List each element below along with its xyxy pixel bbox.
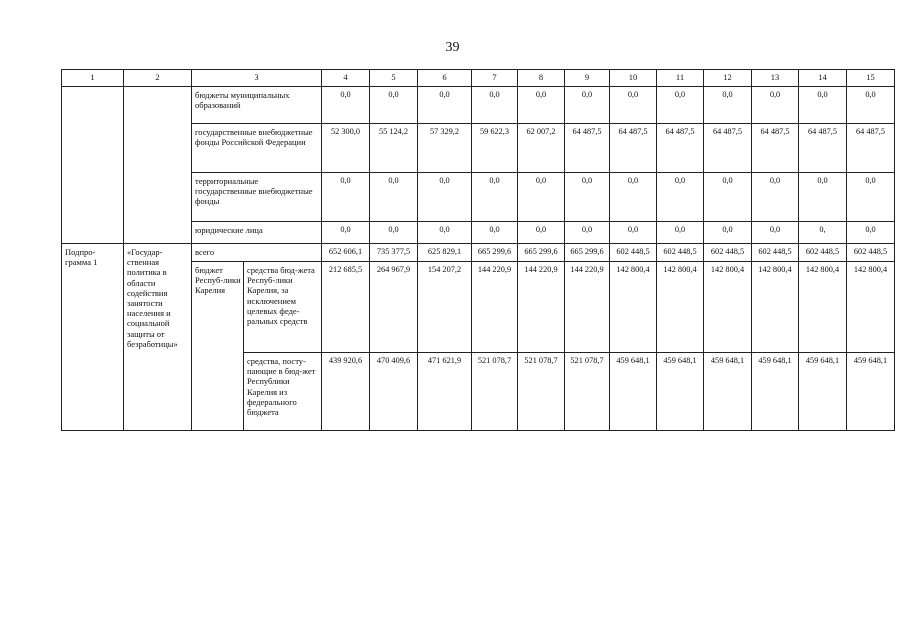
value-cell: 144 220,9 bbox=[518, 262, 565, 353]
value-cell: 62 007,2 bbox=[518, 124, 565, 173]
value-cell: 459 648,1 bbox=[799, 353, 847, 431]
value-cell: 64 487,5 bbox=[704, 124, 752, 173]
value-cell: 0,0 bbox=[370, 222, 418, 244]
value-cell: 459 648,1 bbox=[752, 353, 799, 431]
value-cell: 52 300,0 bbox=[322, 124, 370, 173]
value-cell: 459 648,1 bbox=[657, 353, 704, 431]
value-cell: 154 207,2 bbox=[418, 262, 472, 353]
value-cell: 0,0 bbox=[704, 222, 752, 244]
header-cell: 2 bbox=[124, 70, 192, 87]
value-cell: 0,0 bbox=[418, 87, 472, 124]
value-cell: 0,0 bbox=[657, 173, 704, 222]
value-cell: 64 487,5 bbox=[752, 124, 799, 173]
value-cell: 142 800,4 bbox=[752, 262, 799, 353]
table-row bbox=[62, 244, 895, 262]
value-cell: 0, bbox=[799, 222, 847, 244]
value-cell: 459 648,1 bbox=[610, 353, 657, 431]
value-cell: 144 220,9 bbox=[565, 262, 610, 353]
value-cell: 0,0 bbox=[657, 87, 704, 124]
value-cell: 0,0 bbox=[418, 222, 472, 244]
value-cell: 0,0 bbox=[752, 173, 799, 222]
value-cell: 264 967,9 bbox=[370, 262, 418, 353]
value-cell: 459 648,1 bbox=[704, 353, 752, 431]
value-cell: 142 800,4 bbox=[799, 262, 847, 353]
value-cell: 0,0 bbox=[370, 87, 418, 124]
row-label: средства, посту-пающие в бюд-жет Республики Карелия из федерального бюджета bbox=[244, 353, 322, 431]
row-label: территориальные государственные внебюджетные фонды bbox=[192, 173, 322, 222]
value-cell: 602 448,5 bbox=[752, 244, 799, 262]
value-cell: 64 487,5 bbox=[847, 124, 895, 173]
value-cell: 0,0 bbox=[752, 87, 799, 124]
value-cell: 64 487,5 bbox=[657, 124, 704, 173]
header-cell: 7 bbox=[472, 70, 518, 87]
value-cell: 0,0 bbox=[472, 173, 518, 222]
value-cell: 625 829,1 bbox=[418, 244, 472, 262]
value-cell: 0,0 bbox=[847, 173, 895, 222]
value-cell: 459 648,1 bbox=[847, 353, 895, 431]
header-cell: 14 bbox=[799, 70, 847, 87]
value-cell: 64 487,5 bbox=[565, 124, 610, 173]
table-row bbox=[62, 87, 895, 124]
value-cell: 59 622,3 bbox=[472, 124, 518, 173]
value-cell: 0,0 bbox=[847, 222, 895, 244]
value-cell: 142 800,4 bbox=[704, 262, 752, 353]
empty-cell bbox=[124, 87, 192, 244]
value-cell: 144 220,9 bbox=[472, 262, 518, 353]
value-cell: 0,0 bbox=[472, 87, 518, 124]
header-cell: 15 bbox=[847, 70, 895, 87]
row-label: государственные внебюджетные фонды Российской Федерации bbox=[192, 124, 322, 173]
value-cell: 665 299,6 bbox=[518, 244, 565, 262]
total-label: всего bbox=[192, 244, 322, 262]
value-cell: 0,0 bbox=[610, 87, 657, 124]
value-cell: 0,0 bbox=[472, 222, 518, 244]
header-row bbox=[62, 70, 895, 87]
value-cell: 0,0 bbox=[799, 87, 847, 124]
budget-label: бюджет Респуб-лики Карелия bbox=[192, 262, 244, 431]
header-cell: 5 bbox=[370, 70, 418, 87]
header-cell: 12 bbox=[704, 70, 752, 87]
value-cell: 439 920,6 bbox=[322, 353, 370, 431]
value-cell: 0,0 bbox=[565, 87, 610, 124]
value-cell: 470 409,6 bbox=[370, 353, 418, 431]
header-cell: 9 bbox=[565, 70, 610, 87]
value-cell: 0,0 bbox=[847, 87, 895, 124]
header-cell: 4 bbox=[322, 70, 370, 87]
header-cell: 13 bbox=[752, 70, 799, 87]
value-cell: 0,0 bbox=[657, 222, 704, 244]
value-cell: 0,0 bbox=[370, 173, 418, 222]
header-cell: 8 bbox=[518, 70, 565, 87]
value-cell: 0,0 bbox=[610, 222, 657, 244]
header-cell: 1 bbox=[62, 70, 124, 87]
value-cell: 602 448,5 bbox=[610, 244, 657, 262]
value-cell: 142 800,4 bbox=[610, 262, 657, 353]
value-cell: 602 448,5 bbox=[799, 244, 847, 262]
value-cell: 57 329,2 bbox=[418, 124, 472, 173]
value-cell: 0,0 bbox=[565, 222, 610, 244]
value-cell: 142 800,4 bbox=[847, 262, 895, 353]
header-cell: 3 bbox=[192, 70, 322, 87]
value-cell: 64 487,5 bbox=[799, 124, 847, 173]
value-cell: 64 487,5 bbox=[610, 124, 657, 173]
row-label: юридические лица bbox=[192, 222, 322, 244]
value-cell: 521 078,7 bbox=[472, 353, 518, 431]
value-cell: 735 377,5 bbox=[370, 244, 418, 262]
value-cell: 521 078,7 bbox=[518, 353, 565, 431]
value-cell: 0,0 bbox=[704, 87, 752, 124]
value-cell: 0,0 bbox=[322, 222, 370, 244]
header-cell: 6 bbox=[418, 70, 472, 87]
value-cell: 0,0 bbox=[565, 173, 610, 222]
value-cell: 0,0 bbox=[322, 87, 370, 124]
value-cell: 602 448,5 bbox=[704, 244, 752, 262]
value-cell: 0,0 bbox=[610, 173, 657, 222]
value-cell: 0,0 bbox=[518, 173, 565, 222]
value-cell: 0,0 bbox=[799, 173, 847, 222]
value-cell: 0,0 bbox=[518, 222, 565, 244]
header-cell: 11 bbox=[657, 70, 704, 87]
value-cell: 471 621,9 bbox=[418, 353, 472, 431]
row-label: бюджеты муниципальных образований bbox=[192, 87, 322, 124]
value-cell: 0,0 bbox=[322, 173, 370, 222]
value-cell: 212 685,5 bbox=[322, 262, 370, 353]
value-cell: 665 299,6 bbox=[565, 244, 610, 262]
value-cell: 0,0 bbox=[704, 173, 752, 222]
value-cell: 652 606,1 bbox=[322, 244, 370, 262]
value-cell: 0,0 bbox=[418, 173, 472, 222]
value-cell: 602 448,5 bbox=[847, 244, 895, 262]
budget-table bbox=[61, 69, 895, 431]
subprogram-title: «Государ-ственная политика в области содействия занятости населения и социальной защиты от безработицы» bbox=[124, 244, 192, 431]
value-cell: 142 800,4 bbox=[657, 262, 704, 353]
row-label: средства бюд-жета Респуб-лики Карелия, за исключением целевых феде-ральных средств bbox=[244, 262, 322, 353]
subprogram-code: Подпро-грамма 1 bbox=[62, 244, 124, 431]
page-number: 39 bbox=[445, 40, 460, 55]
empty-cell bbox=[62, 87, 124, 244]
header-cell: 10 bbox=[610, 70, 657, 87]
value-cell: 521 078,7 bbox=[565, 353, 610, 431]
value-cell: 665 299,6 bbox=[472, 244, 518, 262]
value-cell: 0,0 bbox=[518, 87, 565, 124]
value-cell: 602 448,5 bbox=[657, 244, 704, 262]
value-cell: 55 124,2 bbox=[370, 124, 418, 173]
value-cell: 0,0 bbox=[752, 222, 799, 244]
